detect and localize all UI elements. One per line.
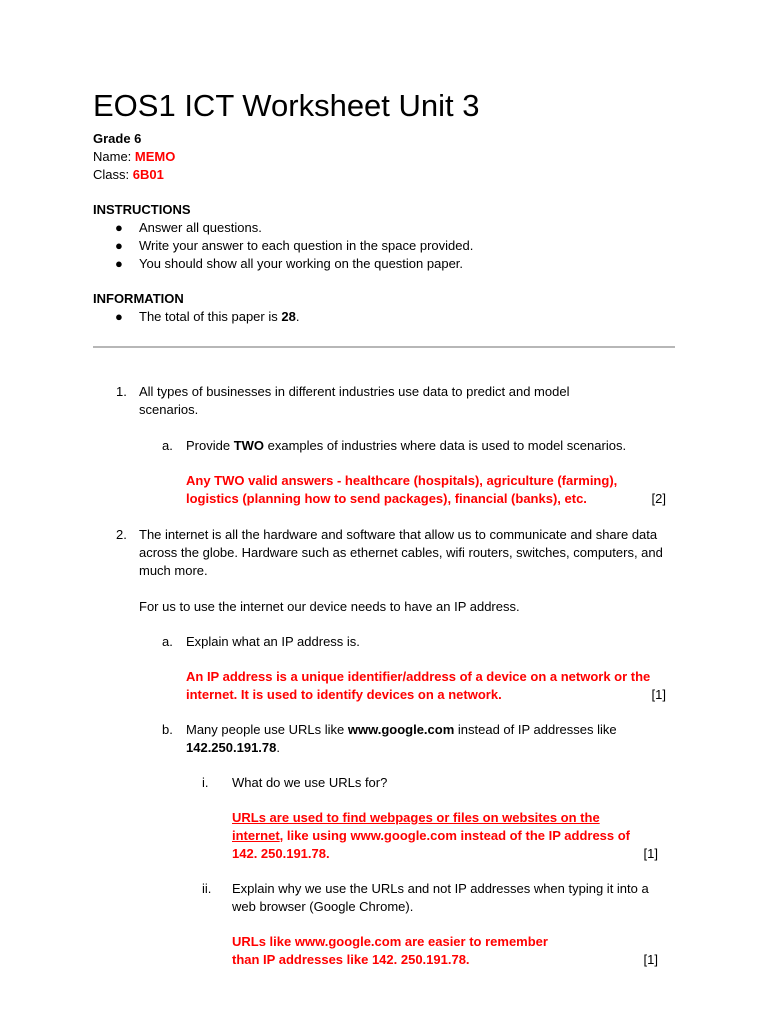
answer-text: URLs like www.google.com are easier to remember than IP addresses like 142. 250.191.78. [1] — [232, 934, 658, 967]
list-item: ● The total of this paper is 28. — [115, 309, 300, 324]
worksheet-page — [93, 88, 678, 969]
question-text: Many people use URLs like www.google.com instead of IP addresses like 142.250.191.78. — [186, 722, 617, 755]
question-2 — [93, 526, 678, 616]
answer-text: An IP address is a unique identifier/address of a device on a network or the internet. It is used to identify devices on a network. [1] — [186, 669, 666, 702]
bullet-icon: ● — [115, 238, 123, 253]
class-value: 6B01 — [132, 167, 164, 182]
bullet-icon: ● — [115, 256, 123, 271]
question-number: 2. — [116, 527, 127, 542]
question-label: b. — [162, 722, 173, 737]
answer-text: URLs are used to find webpages or files on websites on the internet, like using www.google.com instead of the IP address of 142. 250.191.78. [1] — [232, 810, 658, 861]
list-item: ● Answer all questions. — [115, 220, 262, 235]
question-text: Explain what an IP address is. — [186, 634, 360, 649]
grade-label: Grade 6 — [93, 131, 142, 146]
name-value: MEMO — [134, 149, 176, 164]
question-2b — [162, 721, 678, 757]
mark-allocation: [1] — [643, 952, 658, 967]
question-label: ii. — [202, 881, 212, 896]
instructions-heading: INSTRUCTIONS — [93, 202, 191, 217]
question-number: 1. — [116, 384, 127, 399]
question-1 — [93, 383, 678, 419]
mark-allocation: [2] — [651, 491, 666, 506]
divider — [93, 346, 675, 348]
bullet-icon: ● — [115, 220, 123, 235]
mark-allocation: [1] — [651, 687, 666, 702]
bullet-icon: ● — [115, 309, 123, 324]
question-text: Provide TWO examples of industries where data is used to model scenarios. — [186, 438, 627, 453]
question-label: i. — [202, 775, 209, 790]
question-2b-i — [202, 774, 678, 863]
question-text: What do we use URLs for? — [232, 775, 388, 790]
worksheet-title: EOS1 ICT Worksheet Unit 3 — [93, 88, 480, 123]
question-text: The internet is all the hardware and software that allow us to communicate and share data across the globe. Hardware such as ethernet cables, wifi routers, switches, computers, and much more. — [139, 527, 663, 578]
mark-allocation: [1] — [643, 846, 658, 861]
question-2a — [162, 633, 678, 704]
question-label: a. — [162, 438, 173, 453]
information-heading: INFORMATION — [93, 291, 184, 306]
class-line — [93, 166, 678, 184]
question-1a — [162, 437, 678, 508]
total-marks: 28 — [281, 309, 296, 324]
information-list — [93, 308, 678, 326]
list-item: ● You should show all your working on the question paper. — [115, 256, 464, 271]
question-text: All types of businesses in different industries use data to predict and model scenarios. — [139, 384, 570, 417]
class-label: Class: — [93, 167, 133, 182]
instructions-list — [93, 219, 678, 273]
name-label: Name: — [93, 149, 135, 164]
question-text: For us to use the internet our device needs to have an IP address. — [139, 599, 520, 614]
question-2b-ii — [202, 880, 678, 969]
list-item: ● Write your answer to each question in the space provided. — [115, 238, 474, 253]
underlined-answer: URLs are used to find webpages or files on websites on the internet — [232, 810, 600, 843]
answer-text: Any TWO valid answers - healthcare (hospitals), agriculture (farming), logistics (planning how to send packages), financial (banks), etc. [2] — [186, 473, 666, 506]
question-text: Explain why we use the URLs and not IP addresses when typing it into a web browser (Google Chrome). — [232, 881, 649, 914]
question-label: a. — [162, 634, 173, 649]
name-line — [93, 148, 678, 166]
